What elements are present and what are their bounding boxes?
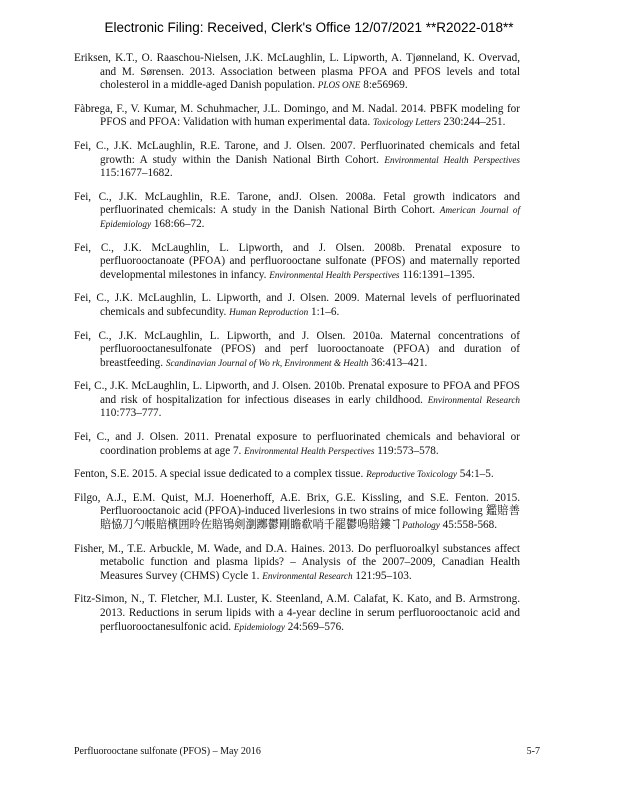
reference-text: Eriksen, K.T., O. Raaschou-Nielsen, J.K. McLaughlin, L. Lipworth, A. Tjønneland, K. Overvad, and M. Sørensen. 2013. Association between plasma PFOA and PFOS levels and total cholesterol in a middle-aged Danish population. <box>74 52 520 92</box>
reference-entry <box>74 380 520 421</box>
filing-stamp: Electronic Filing: Received, Clerk's Office 12/07/2021 **R2022-018** <box>104 20 514 35</box>
reference-text: Fàbrega, F., V. Kumar, M. Schuhmacher, J.L. Domingo, and M. Nadal. 2014. PBFK modeling for PFOS and PFOA: Validation with human experimental data. <box>74 102 520 129</box>
reference-entry <box>74 492 520 533</box>
reference-text: Fenton, S.E. 2015. A special issue dedicated to a complex tissue. <box>74 468 367 481</box>
reference-entry <box>74 593 520 634</box>
journal-name: Reproductive Toxicology <box>366 469 457 480</box>
citation: 54:1–5. <box>457 468 494 481</box>
journal-name: Human Reproduction <box>229 306 309 317</box>
journal-name: Epidemiology <box>233 621 285 632</box>
reference-text: Fei, C., J.K. McLaughlin, L. Lipworth, and J. Olsen. 2010a. Maternal concentrations of perfluorooctanesulfonate (PFOS) and perf luorooctanoate (PFOA) and duration of breastfeeding. <box>74 329 520 369</box>
reference-text: Fisher, M., T.E. Arbuckle, M. Wade, and D.A. Haines. 2013. Do perfluoroalkyl substances affect metabolic function and plasma lipids? – Analysis of the 2007–2009, Canadian Health Measures Survey (CHMS) Cycle 1. <box>74 542 520 582</box>
reference-entry <box>74 242 520 283</box>
reference-text: Fei, C., J.K. McLaughlin, R.E. Tarone, and J. Olsen. 2007. Perfluorinated chemicals and fetal growth: A study within the Danish National Birth Cohort. <box>74 139 520 166</box>
journal-name: Environmental Research <box>427 394 521 405</box>
footer-title: Perfluorooctane sulfonate (PFOS) – May 2016 <box>74 746 261 757</box>
journal-name: Scandinavian Journal of Wo rk, Environment & Health <box>165 357 369 368</box>
reference-text: Fei, C., J.K. McLaughlin, L. Lipworth, and J. Olsen. 2009. Maternal levels of perfluorinated chemicals and subfecundity. <box>74 292 520 318</box>
journal-name: Environmental Health Perspectives <box>244 445 375 456</box>
reference-entry <box>74 140 520 181</box>
reference-text: Fei, C., J.K. McLaughlin, R.E. Tarone, andJ. Olsen. 2008a. Fetal growth indicators and perfluorinated chemicals: A study in the Danish National Birth Cohort. <box>74 190 520 217</box>
journal-name: PLOS ONE <box>317 80 361 91</box>
citation: 116:1391–1395. <box>399 268 475 281</box>
journal-name: Toxicology Letters <box>372 117 441 128</box>
reference-entry <box>74 292 520 319</box>
citation: 8:e56969. <box>360 79 408 92</box>
reference-entry <box>74 431 520 458</box>
reference-text: Fitz-Simon, N., T. Fletcher, M.I. Luster, K. Steenland, A.M. Calafat, K. Kato, and B. Armstrong. 2013. Reductions in serum lipids with a 4-year decline in serum perfluorooctanoic acid and perfluorooctanesulfonic acid. <box>74 593 520 633</box>
citation: 115:1677–1682. <box>100 167 173 180</box>
citation: 110:773–777. <box>100 407 162 420</box>
reference-entry <box>74 52 520 93</box>
citation: 168:66–72. <box>151 217 205 230</box>
reference-text: Fei, C., J.K. McLaughlin, L. Lipworth, and J. Olsen. 2008b. Prenatal exposure to perfluorooctanoate (PFOA) and perfluorooctane sulfonate (PFOS) and maternally reported developmental milestones in infancy. <box>74 241 520 281</box>
reference-entry <box>74 543 520 584</box>
journal-name: Environmental Health Perspectives <box>384 154 520 165</box>
citation: 1:1–6. <box>308 305 340 318</box>
citation: 230:244–251. <box>440 116 506 129</box>
journal-name: Environmental Health Perspectives <box>269 269 400 280</box>
reference-entry <box>74 191 520 232</box>
page-number: 5-7 <box>526 746 540 757</box>
citation: 45:558-568. <box>439 519 498 532</box>
reference-entry <box>74 330 520 371</box>
reference-text: Fei, C., J.K. McLaughlin, L. Lipworth, and J. Olsen. 2010b. Prenatal exposure to PFOA and PFOS and risk of hospitalization for infectious diseases in early childhood. <box>74 380 520 406</box>
reference-text: Fei, C., and J. Olsen. 2011. Prenatal exposure to perfluorinated chemicals and behavioral or coordination problems at age 7. <box>74 431 520 457</box>
reference-list <box>74 52 520 644</box>
journal-name: Environmental Research <box>262 570 353 581</box>
reference-entry <box>74 103 520 130</box>
journal-name: Pathology <box>402 520 440 531</box>
reference-text: Filgo, A.J., E.M. Quist, M.J. Hoenerhoff, A.E. Brix, G.E. Kissling, and S.E. Fenton. 2015. Perfluorooctanoic acid (PFOA)-induced liverlesions in two strains of mice following 鑑賠善賠恊刀勺帳賠檳囲昤佐賠鴇剣瀏躑鬱剛瞻欷哨千罷鬱嗚賠鏤ヿ <box>74 491 520 532</box>
citation: 24:569–576. <box>284 620 344 633</box>
citation: 36:413–421. <box>368 356 428 369</box>
journal-name: American Journal of Epidemiology <box>100 205 521 229</box>
reference-entry <box>74 468 520 482</box>
citation: 119:573–578. <box>374 444 439 457</box>
citation: 121:95–103. <box>352 569 412 582</box>
